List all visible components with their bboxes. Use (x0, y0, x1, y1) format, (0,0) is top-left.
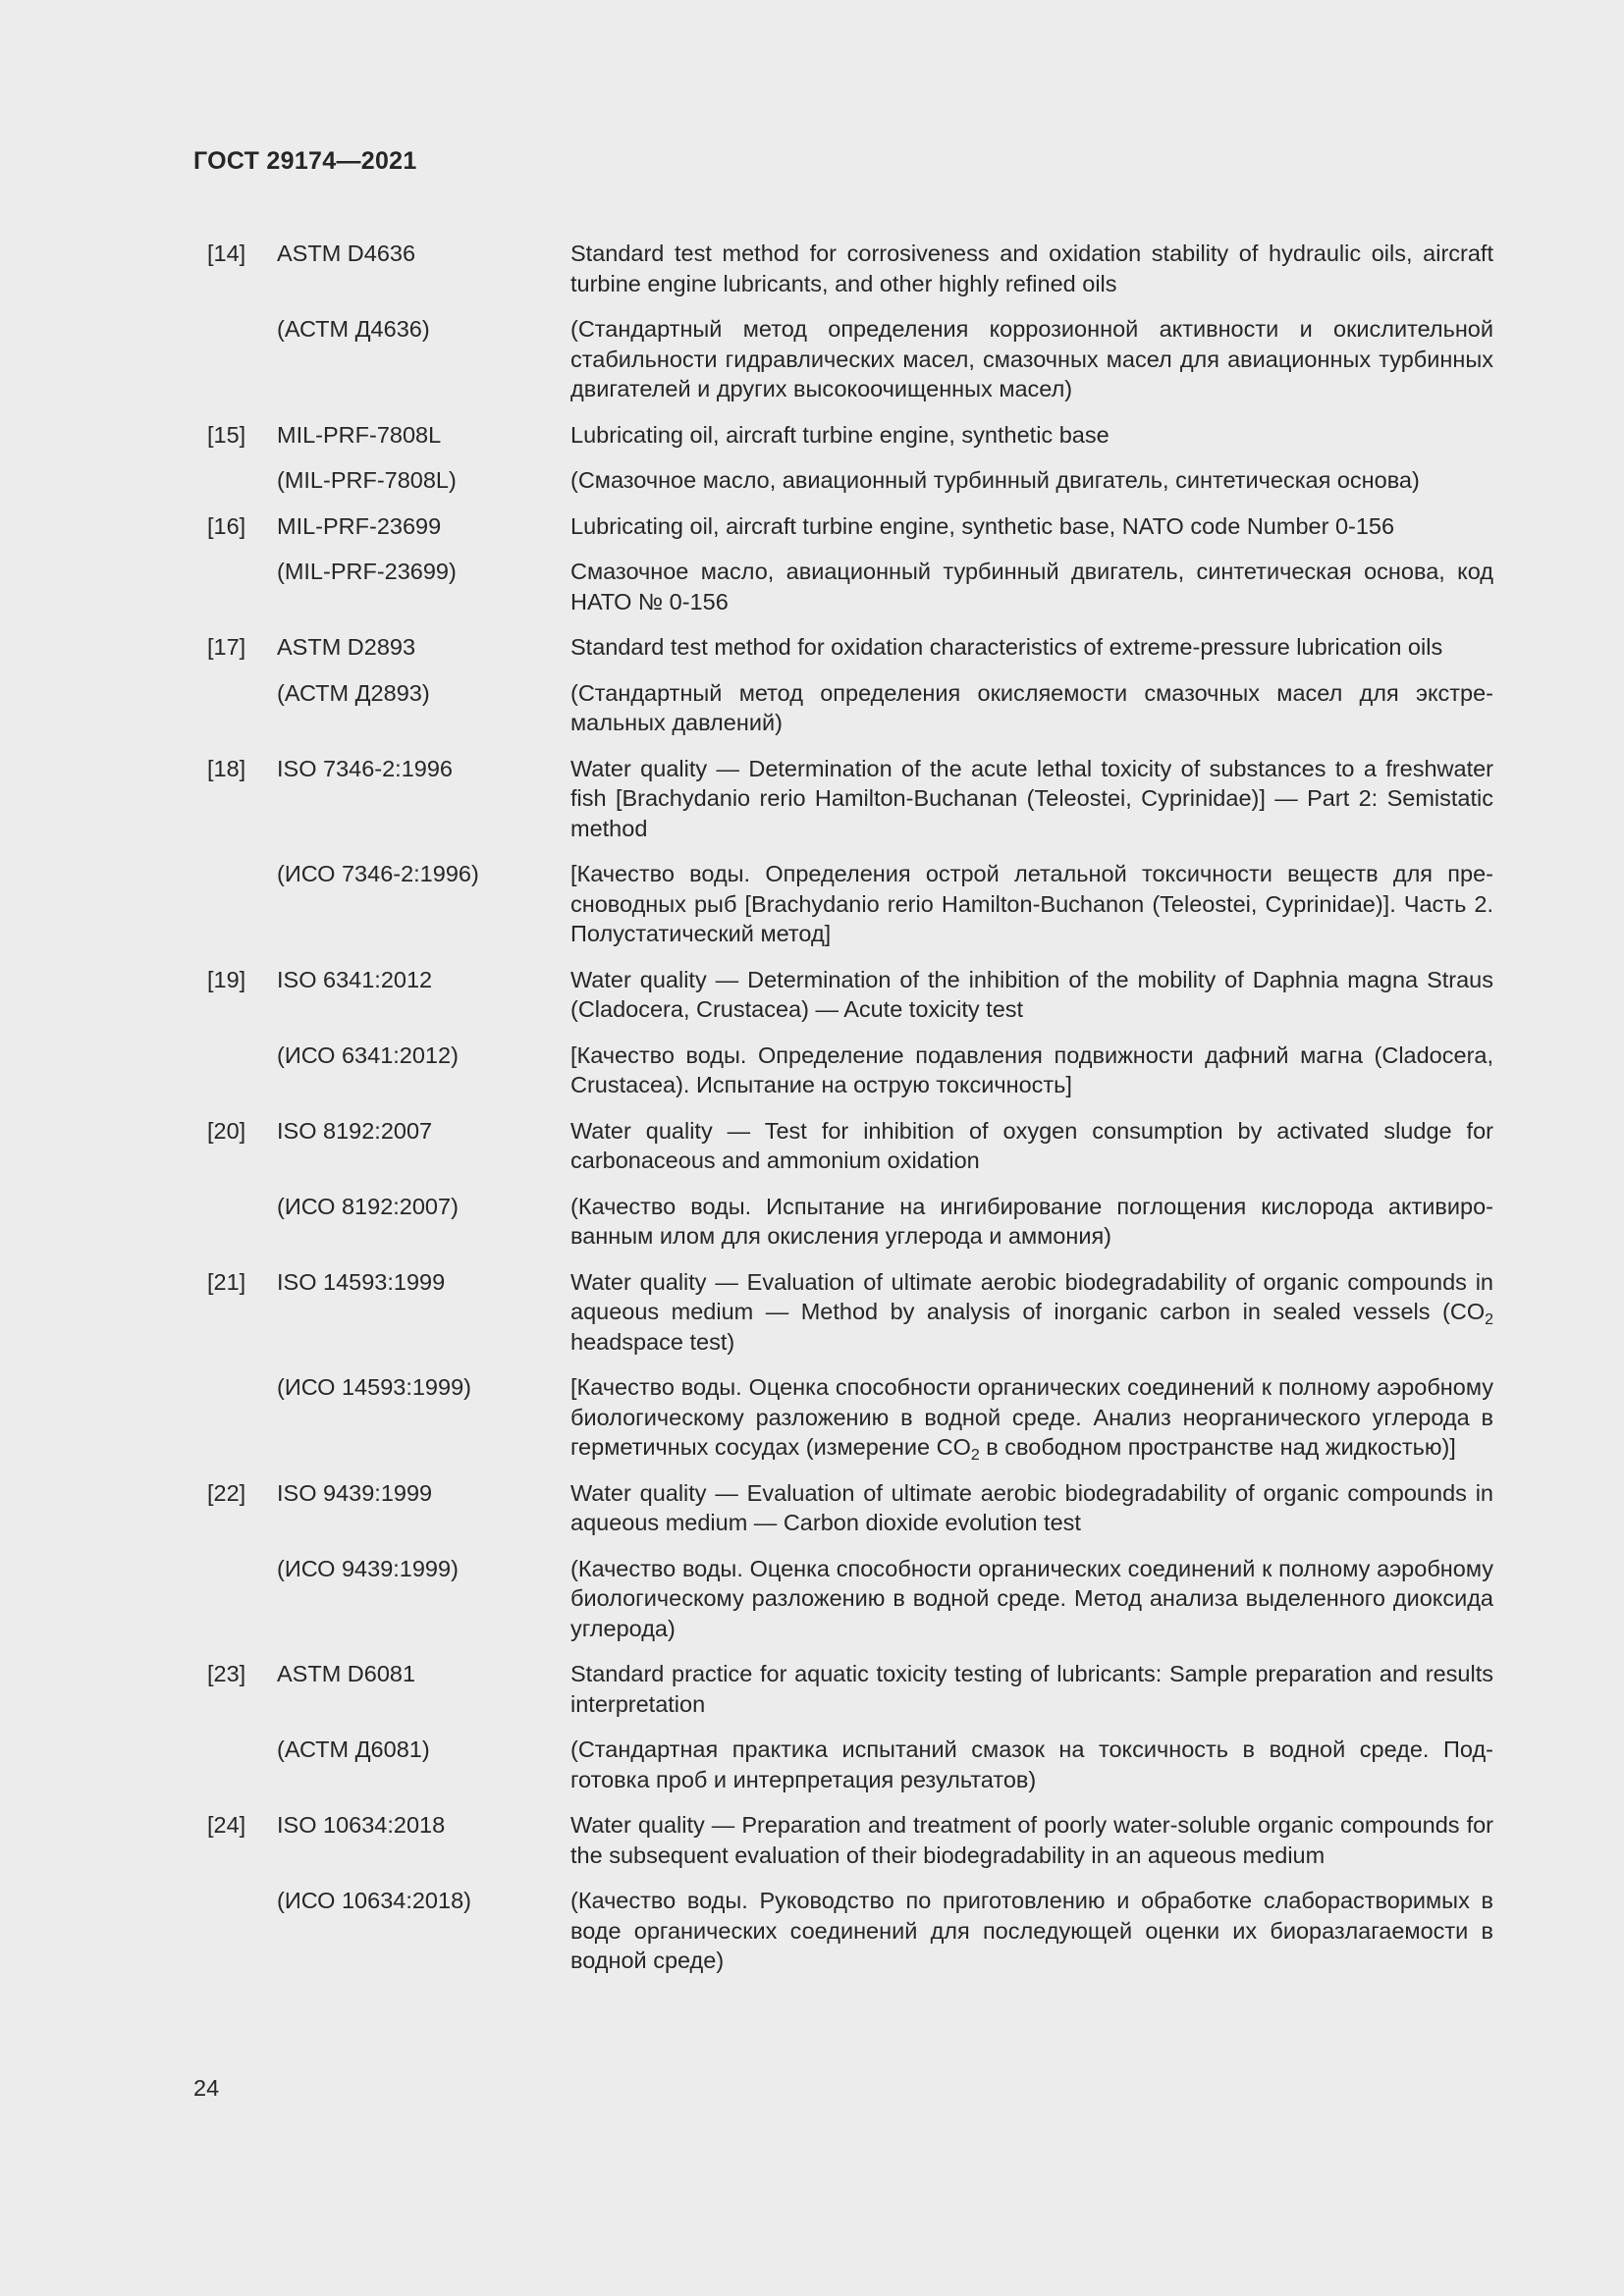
reference-translation-row (193, 1372, 1493, 1463)
reference-code-ru: (ИСО 9439:1999) (277, 1555, 459, 1581)
reference-code: ASTM D4636 (277, 240, 416, 266)
reference-number: [17] (207, 634, 246, 660)
reference-row (193, 632, 1493, 663)
reference-number: [16] (207, 512, 246, 539)
reference-translation-row (193, 465, 1493, 496)
reference-title-ru: (Качество воды. Руководство по приготовлению и обработке слаборастворимых в воде органических соединений для последующей оценки их биоразлагаемости в водной среде) (570, 1888, 1493, 1973)
reference-title: Standard test method for corrosiveness and oxidation stability of hydraulic oils, aircraft turbine engine lubricants, and other highly refined oils (570, 240, 1493, 296)
page-number: 24 (193, 2075, 220, 2101)
reference-number: [15] (207, 421, 246, 448)
reference-number: [20] (207, 1117, 246, 1144)
reference-code-ru: (АСТМ Д4636) (277, 316, 430, 342)
reference-title: Water quality — Determination of the acute lethal toxicity of substances to a freshwater fish [Brachydanio rerio Hamilton-Buchanan (Teleostei, Cyprinidae)] — Part 2: Semistatic method (570, 755, 1493, 841)
reference-translation-row (193, 859, 1493, 949)
reference-code: ASTM D2893 (277, 634, 416, 660)
reference-title: Lubricating oil, aircraft turbine engine, synthetic base (570, 421, 1110, 448)
reference-title-ru: [Качество воды. Оценка способности органических соединений к полному аэробному биологическому разложению в водной среде. Анализ неорганического углерода в герметичных сосудах (измерение $CO_2$ в свободном пространстве над жидкостью)] (570, 1374, 1493, 1464)
reference-code: MIL-PRF-7808L (277, 421, 442, 448)
reference-title: Water quality — Evaluation of ultimate aerobic biodegradability of organic compounds in aqueous medium — Method by analysis of inorganic carbon in sealed vessels ($CO_2$ headspace test) (570, 1268, 1493, 1355)
reference-row (193, 1267, 1493, 1358)
reference-code-ru: (MIL-PRF-23699) (277, 559, 457, 584)
reference-translation-row (193, 1041, 1493, 1100)
reference-title-ru: [Качество воды. Определение подавления подвижности дафний магна (Cladocera, Crustacea). Испытание на острую токсичность] (570, 1041, 1493, 1097)
reference-number: [21] (207, 1268, 246, 1295)
reference-title: Standard test method for oxidation characteristics of extreme-pressure lubrication oils (570, 634, 1443, 660)
reference-code-ru: (MIL-PRF-7808L) (277, 467, 457, 493)
reference-translation-row (193, 1886, 1493, 1976)
reference-title: Water quality — Determination of the inhibition of the mobility of Daphnia magna Straus (Cladocera, Crustacea) — Acute toxicity test (570, 966, 1493, 1022)
reference-code: ISO 8192:2007 (277, 1117, 433, 1144)
reference-code: ISO 10634:2018 (277, 1812, 446, 1838)
reference-code-ru: (ИСО 10634:2018) (277, 1888, 471, 1913)
reference-row (193, 511, 1493, 542)
reference-title-ru: (Стандартная практика испытаний смазок на токсичность в водной среде. Подготовка проб и интерпретация результатов) (570, 1736, 1493, 1792)
reference-row (193, 239, 1493, 298)
reference-translation-row (193, 1192, 1493, 1252)
reference-code-ru: (ИСО 6341:2012) (277, 1041, 459, 1068)
reference-row (193, 420, 1493, 451)
reference-translation-row (193, 314, 1493, 404)
reference-title: Water quality — Preparation and treatment of poorly water-soluble organic compounds for the subsequent evaluation of their biodegradability in an aqueous medium (570, 1812, 1493, 1868)
reference-title-ru: (Стандартный метод определения окисляемости смазочных масел для экстремальных давлений) (570, 679, 1493, 735)
reference-title: Water quality — Evaluation of ultimate aerobic biodegradability of organic compounds in aqueous medium — Carbon dioxide evolution test (570, 1479, 1493, 1535)
reference-code: ISO 9439:1999 (277, 1479, 433, 1506)
reference-code-ru: (ИСО 7346-2:1996) (277, 861, 479, 886)
reference-title-ru: (Смазочное масло, авиационный турбинный двигатель, синтетическая основа) (570, 467, 1420, 493)
reference-row (193, 754, 1493, 844)
reference-code: ISO 7346-2:1996 (277, 755, 453, 781)
reference-row (193, 1810, 1493, 1870)
reference-code: ASTM D6081 (277, 1661, 416, 1686)
reference-row (193, 1116, 1493, 1176)
reference-number: [24] (207, 1812, 246, 1838)
reference-code: ISO 14593:1999 (277, 1268, 446, 1295)
document-header-title: ГОСТ 29174—2021 (193, 147, 417, 175)
reference-row (193, 1478, 1493, 1538)
reference-translation-row (193, 1554, 1493, 1644)
reference-code-ru: (ИСО 8192:2007) (277, 1193, 459, 1219)
reference-title: Lubricating oil, aircraft turbine engine, synthetic base, NATO code Number 0-156 (570, 512, 1395, 539)
reference-number: [22] (207, 1479, 246, 1506)
reference-code-ru: (ИСО 14593:1999) (277, 1374, 471, 1400)
reference-title: Water quality — Test for inhibition of oxygen consumption by activated sludge for carbonaceous and ammonium oxidation (570, 1117, 1493, 1173)
reference-title-ru: (Качество воды. Оценка способности органических соединений к полному аэробному биологическому разложению в водной среде. Метод анализа выделенного диоксида углерода) (570, 1555, 1493, 1641)
bibliography-list (193, 239, 1493, 1992)
reference-title-ru: (Стандартный метод определения коррозионной активности и окислительной стабильности гидравлических масел, смазочных масел для авиационных турбинных двигателей и других высокоочищенных масел) (570, 316, 1493, 401)
reference-title-ru: [Качество воды. Определения острой летальной токсичности веществ для пресноводных рыб [Brachydanio rerio Hamilton-Buchanon (Teleostei, Cyprinidae)]. Часть 2. Полустатический метод] (570, 861, 1493, 946)
reference-title-ru: (Качество воды. Испытание на ингибирование поглощения кислорода активированным илом для окисления углерода и аммония) (570, 1193, 1493, 1249)
reference-code-ru: (АСТМ Д6081) (277, 1736, 430, 1762)
reference-code: MIL-PRF-23699 (277, 512, 442, 539)
reference-title-ru: Смазочное масло, авиационный турбинный двигатель, синтетическая основа, код НАТО № 0-156 (570, 559, 1493, 614)
reference-title: Standard practice for aquatic toxicity testing of lubricants: Sample preparation and results interpretation (570, 1661, 1493, 1717)
reference-number: [18] (207, 755, 246, 781)
reference-code-ru: (АСТМ Д2893) (277, 679, 430, 706)
reference-translation-row (193, 1735, 1493, 1794)
reference-row (193, 1659, 1493, 1719)
reference-code: ISO 6341:2012 (277, 966, 433, 992)
reference-translation-row (193, 557, 1493, 616)
reference-number: [19] (207, 966, 246, 992)
reference-row (193, 965, 1493, 1025)
reference-number: [14] (207, 240, 246, 266)
reference-translation-row (193, 678, 1493, 738)
reference-number: [23] (207, 1661, 246, 1686)
